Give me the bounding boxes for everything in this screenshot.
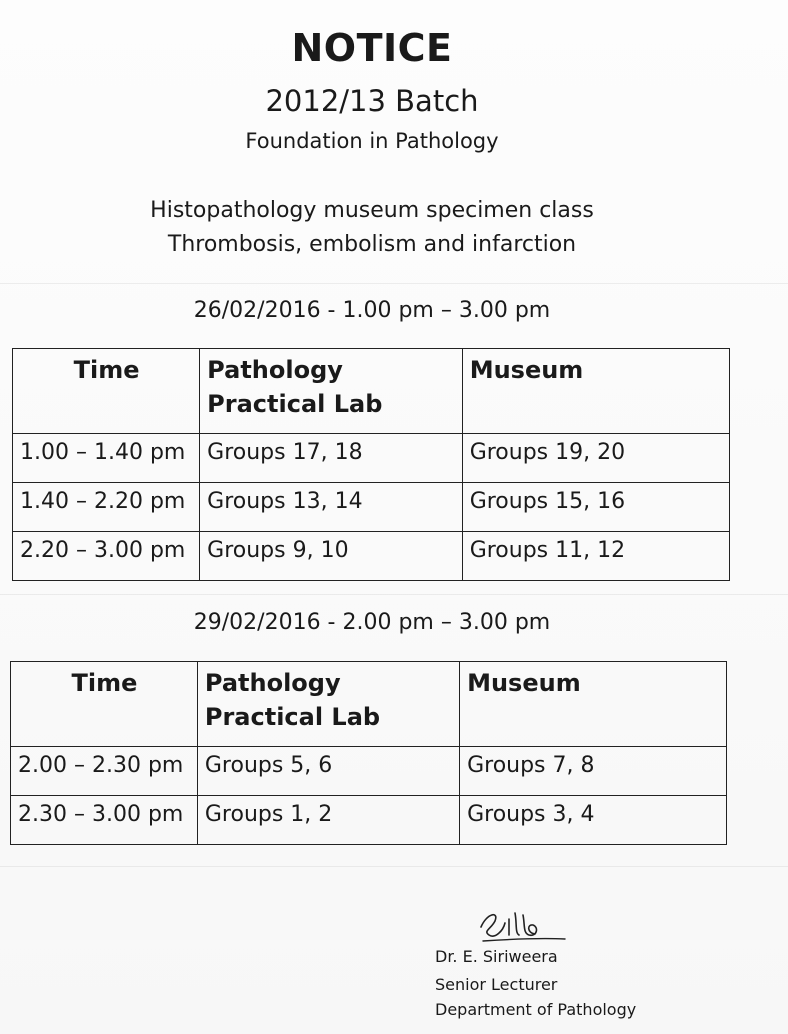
time-cell: 1.00 – 1.40 pm <box>13 434 200 483</box>
museum-cell: Groups 15, 16 <box>462 483 729 532</box>
lab-column-header: Pathology Practical Lab <box>197 662 459 747</box>
museum-cell: Groups 11, 12 <box>462 532 729 581</box>
signatory-department: Department of Pathology <box>435 1000 637 1019</box>
table-row <box>11 796 727 845</box>
table-row <box>11 747 727 796</box>
lab-cell: Groups 5, 6 <box>197 747 459 796</box>
class-title: Histopathology museum specimen class <box>150 198 594 223</box>
museum-column-header: Museum <box>460 662 727 747</box>
time-column-header: Time <box>11 662 198 747</box>
time-column-header: Time <box>13 349 200 434</box>
table-row <box>13 532 730 581</box>
subject-label: Foundation in Pathology <box>245 129 499 153</box>
handwritten-signature <box>453 905 573 945</box>
museum-cell: Groups 7, 8 <box>460 747 727 796</box>
batch-label: 2012/13 Batch <box>265 84 479 118</box>
museum-cell: Groups 3, 4 <box>460 796 727 845</box>
time-cell: 2.00 – 2.30 pm <box>11 747 198 796</box>
time-cell: 1.40 – 2.20 pm <box>13 483 200 532</box>
lab-cell: Groups 17, 18 <box>200 434 463 483</box>
table-header-row <box>13 349 730 434</box>
notice-title: NOTICE <box>291 26 453 70</box>
paper-fold-line <box>0 283 788 284</box>
museum-column-header: Museum <box>462 349 729 434</box>
time-cell: 2.30 – 3.00 pm <box>11 796 198 845</box>
table-row <box>13 434 730 483</box>
paper-fold-line <box>0 594 788 595</box>
lab-cell: Groups 13, 14 <box>200 483 463 532</box>
schedule-table <box>12 348 730 581</box>
museum-cell: Groups 19, 20 <box>462 434 729 483</box>
lab-cell: Groups 1, 2 <box>197 796 459 845</box>
lab-column-header: Pathology Practical Lab <box>200 349 463 434</box>
session-date: 26/02/2016 - 1.00 pm – 3.00 pm <box>193 298 551 323</box>
signatory-title: Senior Lecturer <box>435 975 558 994</box>
session-date: 29/02/2016 - 2.00 pm – 3.00 pm <box>193 610 551 635</box>
table-row <box>13 483 730 532</box>
table-header-row <box>11 662 727 747</box>
time-cell: 2.20 – 3.00 pm <box>13 532 200 581</box>
schedule-table <box>10 661 727 845</box>
lab-cell: Groups 9, 10 <box>200 532 463 581</box>
class-topic: Thrombosis, embolism and infarction <box>167 232 577 257</box>
paper-fold-line <box>0 866 788 867</box>
signatory-name: Dr. E. Siriweera <box>435 947 558 966</box>
